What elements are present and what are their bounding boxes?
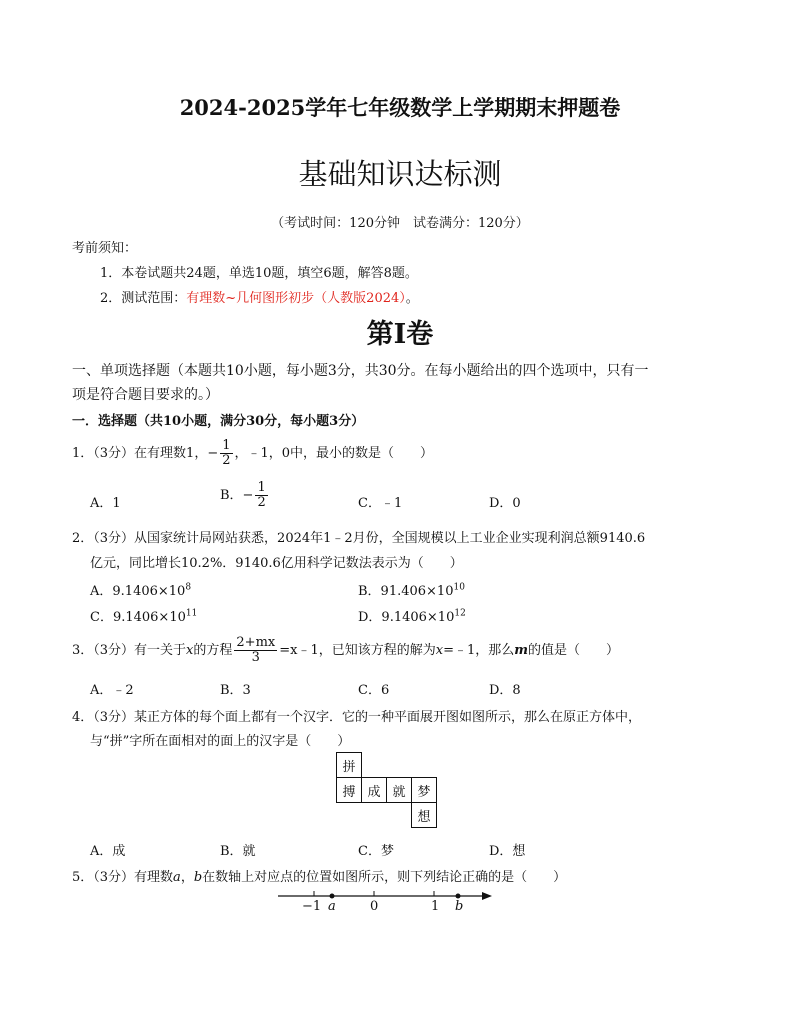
q3-sol-var: x bbox=[435, 643, 444, 658]
q5-var-a: a bbox=[173, 870, 181, 885]
q3-option-a: A．﹣2 bbox=[90, 683, 134, 698]
question-5 bbox=[72, 866, 566, 885]
label-zero: 0 bbox=[370, 899, 379, 914]
q3-frac-num: 2+mx bbox=[236, 635, 276, 651]
cube-net-figure bbox=[336, 752, 437, 828]
q3-option-b: B．3 bbox=[220, 683, 251, 698]
q1-suffix: ，﹣1，0中，最小的数是（ ） bbox=[234, 446, 434, 461]
section-heading: 一．选择题（共10小题，满分30分，每小题3分） bbox=[72, 414, 365, 429]
q3-prefix: 3．（3分）有一关于 bbox=[72, 643, 187, 658]
q3-sol-val: =﹣1，那么 bbox=[443, 643, 515, 658]
label-a: a bbox=[328, 899, 336, 914]
question-3 bbox=[72, 632, 619, 670]
q1-fraction bbox=[220, 439, 232, 467]
exam-info: （考试时间：120分钟 试卷满分：120分） bbox=[271, 216, 529, 231]
number-line-arrow bbox=[482, 892, 492, 900]
q2-line1: 2．（3分）从国家统计局网站获悉，2024年1﹣2月份，全国规模以上工业企业实现利润总额9140.6 bbox=[72, 531, 646, 546]
q1-frac-den: 2 bbox=[222, 453, 231, 468]
q2-option-b bbox=[358, 580, 465, 599]
q5-comma: ， bbox=[180, 870, 194, 885]
q2-option-c bbox=[90, 606, 197, 625]
net-cell-top: 拼 bbox=[337, 753, 362, 778]
q3-fraction bbox=[234, 636, 277, 664]
q2-option-b-base: B．91.406×10 bbox=[358, 584, 454, 599]
q4-line2: 与“拼”字所在面相对的面上的汉字是（ ） bbox=[90, 734, 351, 749]
volume-heading: 第Ⅰ卷 bbox=[366, 319, 434, 350]
net-cell: 就 bbox=[387, 778, 412, 803]
q4-line1: 4．（3分）某正方体的每个面上都有一个汉字．它的一种平面展开图如图所示，那么在原正方体中， bbox=[72, 710, 642, 725]
q2-option-a-base: A．9.1406×10 bbox=[90, 584, 186, 599]
q2-option-a bbox=[90, 580, 191, 599]
q2-option-d-base: D．9.1406×10 bbox=[358, 610, 455, 625]
q4-option-b: B．就 bbox=[220, 844, 256, 859]
q3-frac-den: 3 bbox=[251, 650, 260, 665]
section-intro-line1: 一、单项选择题（本题共10小题，每小题3分，共30分。在每小题给出的四个选项中，只有一 bbox=[72, 363, 649, 379]
q1-frac-sign: − bbox=[207, 446, 219, 461]
q3-mid: 的方程 bbox=[193, 643, 233, 658]
notice-item-2 bbox=[100, 287, 419, 306]
notice-item-2-prefix: 2．测试范围： bbox=[100, 291, 187, 306]
q5-prefix: 5．（3分）有理数 bbox=[72, 870, 174, 885]
point-a bbox=[330, 894, 335, 899]
q1-option-c: C．﹣1 bbox=[358, 496, 403, 511]
q1-option-d: D．0 bbox=[489, 496, 521, 511]
q3-option-d: D．8 bbox=[489, 683, 521, 698]
net-cell-bottom: 想 bbox=[412, 803, 437, 828]
point-b bbox=[456, 894, 461, 899]
notice-item-2-suffix: 。 bbox=[405, 291, 419, 306]
q3-var-m: m bbox=[514, 643, 529, 658]
label-one: 1 bbox=[431, 899, 440, 914]
net-cell: 成 bbox=[362, 778, 387, 803]
q1-frac-num: 1 bbox=[222, 438, 231, 454]
q5-suffix: 在数轴上对应点的位置如图所示，则下列结论正确的是（ ） bbox=[202, 870, 567, 885]
q3-end: 的值是（ ） bbox=[528, 643, 620, 658]
section-intro-line2: 项是符合题目要求的。） bbox=[72, 387, 219, 403]
q1-prefix: 1．（3分）在有理数1， bbox=[72, 446, 208, 461]
q4-option-c: C．梦 bbox=[358, 844, 394, 859]
q2-option-d-exp: 12 bbox=[454, 608, 466, 619]
test-scope: 有理数~几何图形初步（人教版2024） bbox=[186, 291, 406, 306]
net-cell: 梦 bbox=[412, 778, 437, 803]
q1-option-b-num: 1 bbox=[257, 480, 266, 496]
label-minus-one: −1 bbox=[302, 899, 322, 914]
label-b: b bbox=[455, 899, 464, 914]
q1-option-b bbox=[220, 478, 270, 514]
notice-item-1: 1．本卷试题共24题，单选10题，填空6题，解答8题。 bbox=[100, 266, 418, 281]
q1-option-b-fraction bbox=[255, 481, 267, 509]
q5-var-b: b bbox=[193, 870, 203, 885]
q4-option-d: D．想 bbox=[489, 844, 526, 859]
q1-option-a: A．1 bbox=[90, 496, 121, 511]
exam-subtitle: 基础知识达标测 bbox=[298, 157, 502, 191]
q2-option-d bbox=[358, 606, 466, 625]
q2-option-c-exp: 11 bbox=[185, 608, 198, 619]
q1-option-b-den: 2 bbox=[257, 495, 266, 510]
q2-line2: 亿元，同比增长10.2%．9140.6亿用科学记数法表示为（ ） bbox=[90, 556, 463, 571]
notice-heading: 考前须知： bbox=[72, 241, 138, 256]
net-cell: 搏 bbox=[337, 778, 362, 803]
q4-option-a: A．成 bbox=[90, 844, 126, 859]
question-1 bbox=[72, 436, 433, 472]
q3-option-c: C．6 bbox=[358, 683, 390, 698]
q2-option-b-exp: 10 bbox=[453, 582, 465, 593]
q1-option-b-prefix: B．− bbox=[220, 488, 254, 503]
q2-option-c-base: C．9.1406×10 bbox=[90, 610, 186, 625]
exam-title: 2024-2025学年七年级数学上学期期末押题卷 bbox=[179, 95, 621, 120]
q3-var-x: x bbox=[186, 643, 194, 658]
q3-after-frac: =x﹣1，已知该方程的解为 bbox=[279, 643, 436, 658]
q2-option-a-exp: 8 bbox=[185, 582, 192, 593]
